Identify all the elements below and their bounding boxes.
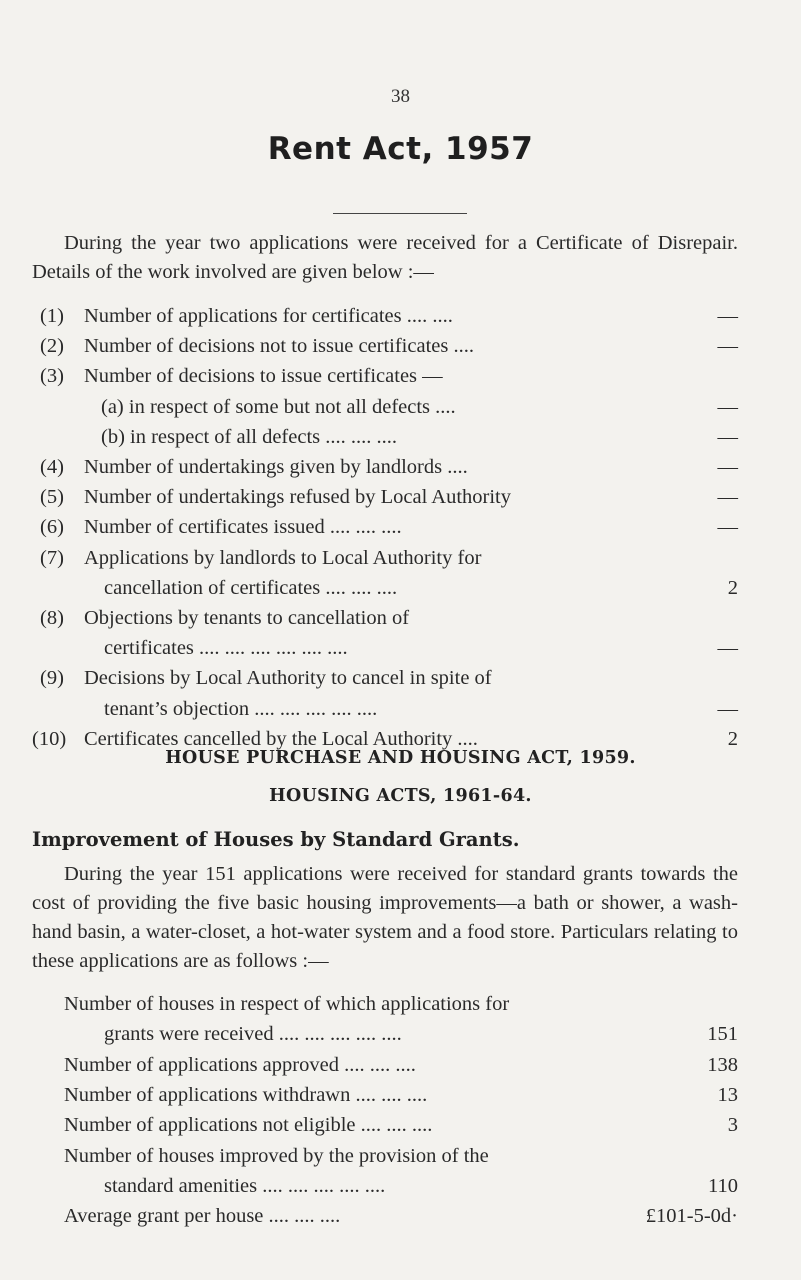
grant-item-value: 110 xyxy=(708,1174,738,1197)
grant-item-text: standard amenities .... .... .... .... .... xyxy=(104,1174,386,1197)
rent-item-value: — xyxy=(717,697,738,720)
rent-item-number: (9) xyxy=(40,667,64,690)
rent-item-text: Number of certificates issued .... .... .... xyxy=(84,516,402,539)
rent-item-text: (b) in respect of all defects .... .... .... xyxy=(101,425,398,448)
page-number: 38 xyxy=(391,86,410,107)
grant-item-text: Number of applications not eligible .... .... .... xyxy=(64,1114,433,1137)
grant-item-value: 13 xyxy=(717,1083,738,1106)
grants-paragraph xyxy=(32,860,738,976)
rent-item-text: Objections by tenants to cancellation of xyxy=(84,607,410,629)
rent-item-text: Decisions by Local Authority to cancel in spite of xyxy=(84,667,492,690)
grant-item-text: Number of houses improved by the provision of the xyxy=(64,1144,489,1167)
rent-item-text: cancellation of certificates .... .... .... xyxy=(104,576,398,599)
grant-item-text: Number of applications withdrawn .... .... .... xyxy=(64,1083,428,1106)
rent-item-text: Number of undertakings given by landlords .... xyxy=(84,456,468,478)
title-rule xyxy=(333,213,467,214)
rent-item-number: (7) xyxy=(40,546,64,569)
rent-item-number: (2) xyxy=(40,335,64,358)
grant-item-text: Number of applications approved .... .... .... xyxy=(64,1053,416,1076)
rent-item-value: 2 xyxy=(727,727,738,750)
rent-item-text: certificates .... .... .... .... .... .... xyxy=(104,637,348,660)
grant-item-value: 138 xyxy=(707,1053,738,1076)
rent-item-text: Certificates cancelled by the Local Authority .... xyxy=(84,727,478,750)
grant-item-value: 3 xyxy=(727,1114,738,1137)
intro-text: During the year two applications were received for a Certificate of Disrepair. Details of the work involved are given below :— xyxy=(32,232,738,283)
rent-item-value: — xyxy=(717,516,738,539)
grant-item-value: £101-5-0d· xyxy=(645,1205,738,1228)
rent-item-value: — xyxy=(717,486,738,509)
page-title: Rent Act, 1957 xyxy=(267,131,534,167)
rent-item-value: 2 xyxy=(727,576,738,599)
rent-item-value: — xyxy=(717,425,738,448)
rent-item-text: tenant’s objection .... .... .... .... .... xyxy=(104,697,378,720)
rent-item-value: — xyxy=(717,305,738,327)
rent-item-text: Number of applications for certificates .... .... xyxy=(84,305,453,327)
rent-item-value: — xyxy=(717,335,738,358)
grant-item-text: Average grant per house .... .... .... xyxy=(64,1205,341,1228)
rent-item-number: (3) xyxy=(40,365,64,388)
rent-item-text: Number of undertakings refused by Local Authority xyxy=(84,486,511,509)
rent-item-number: (4) xyxy=(40,456,64,478)
rent-item-number: (10) xyxy=(32,727,67,750)
rent-item-value: — xyxy=(717,395,738,418)
heading-house-purchase: HOUSE PURCHASE AND HOUSING ACT, 1959. xyxy=(165,748,636,768)
rent-item-text: Applications by landlords to Local Authority for xyxy=(84,546,482,569)
rent-item-text: Number of decisions not to issue certificates .... xyxy=(84,335,474,358)
rent-item-value: — xyxy=(717,637,738,660)
rent-item-number: (8) xyxy=(40,607,64,629)
rent-item-number: (1) xyxy=(40,305,64,327)
subheading-improvement: Improvement of Houses by Standard Grants. xyxy=(32,828,520,851)
rent-item-number: (6) xyxy=(40,516,64,539)
rent-item-number: (5) xyxy=(40,486,64,509)
intro-paragraph xyxy=(32,229,738,287)
grant-item-text: Number of houses in respect of which applications for xyxy=(64,993,510,1015)
grant-item-value: 151 xyxy=(707,1023,738,1046)
heading-housing-acts: HOUSING ACTS, 1961-64. xyxy=(269,786,532,806)
grants-text: During the year 151 applications were received for standard grants towards the cost of providing the five basic housing improvements—a bath or shower, a wash-hand basin, a water-closet, a hot-water system and a food store. Particulars relating to these applications are as follows :— xyxy=(32,863,738,972)
rent-item-text: (a) in respect of some but not all defects .... xyxy=(101,395,456,418)
grant-item-text: grants were received .... .... .... .... .... xyxy=(104,1023,402,1046)
rent-item-value: — xyxy=(717,456,738,478)
rent-item-text: Number of decisions to issue certificates — xyxy=(84,365,443,388)
